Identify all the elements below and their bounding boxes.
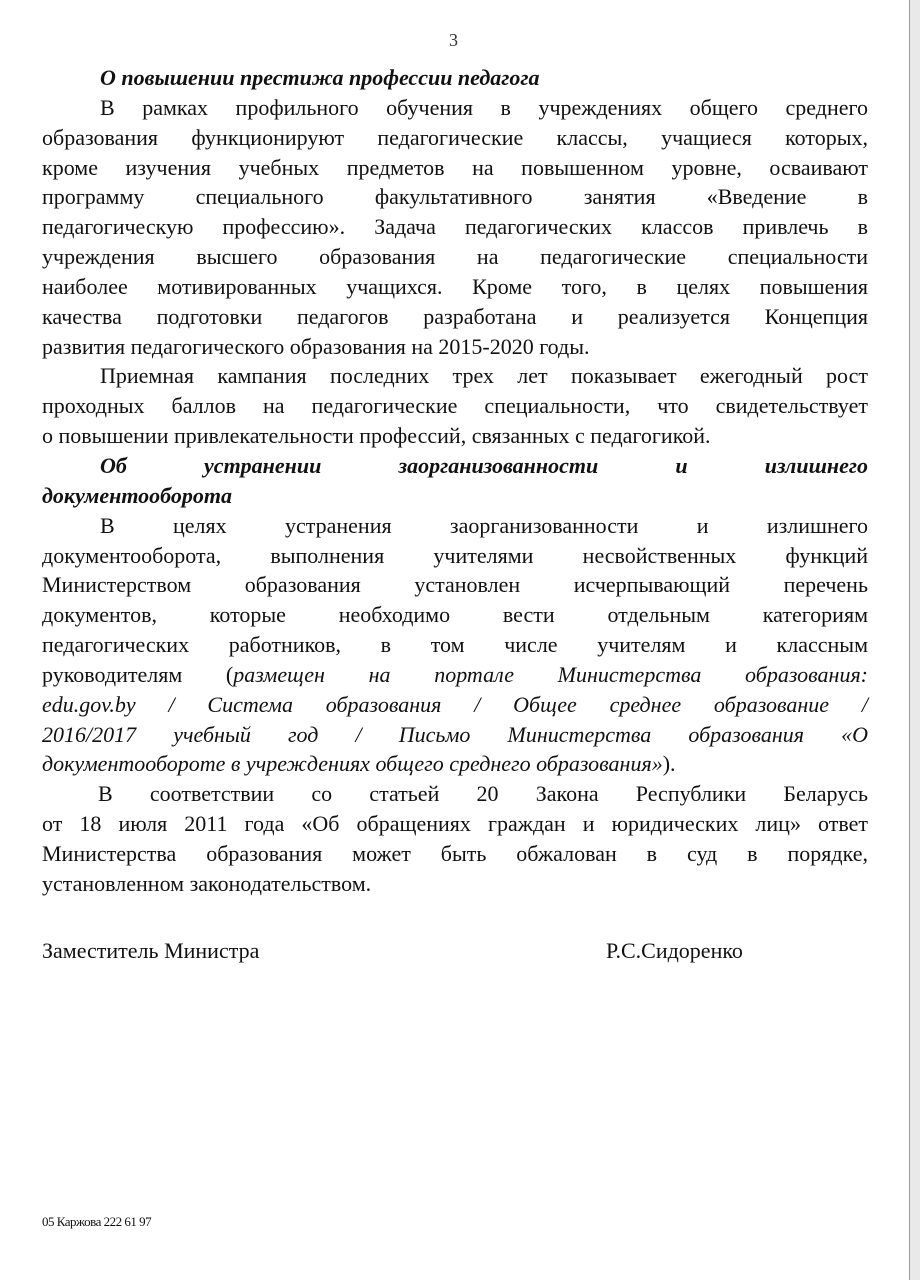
text-segment: В целях устранения заорганизованности и излишнего	[100, 512, 868, 538]
page-edge	[909, 0, 920, 1280]
text-segment: развития педагогического образования на 2015-2020 годы.	[42, 333, 590, 359]
paragraph-line	[42, 242, 868, 272]
paragraph-line	[42, 153, 868, 183]
text-segment: документов, которые необходимо вести отдельным категориям	[42, 602, 868, 628]
paragraph-line	[42, 332, 868, 362]
footer-contact: 05 Каржова 222 61 97	[42, 1214, 152, 1229]
paragraph-line	[42, 749, 868, 779]
text-segment: установленном законодательством.	[42, 870, 372, 896]
paragraph-line	[42, 660, 868, 690]
text-segment: В соответствии со статьей 20 Закона Республики Беларусь	[98, 781, 868, 807]
paragraph-line	[42, 391, 868, 421]
text-segment: Приемная кампания последних трех лет показывает ежегодный рост	[100, 363, 868, 389]
text-segment: программу специального факультативного занятия «Введение в	[42, 184, 868, 210]
text-segment: педагогическую профессию». Задача педагогических классов привлечь в	[42, 214, 868, 240]
paragraph-line	[42, 93, 868, 123]
paragraph-line	[42, 361, 868, 391]
text-segment: документооборота	[42, 482, 232, 508]
paragraph-line	[42, 511, 868, 541]
paragraph-line	[42, 630, 868, 660]
paragraph-line	[42, 302, 868, 332]
paragraph-line	[42, 839, 868, 869]
text-segment: В рамках профильного обучения в учреждениях общего среднего	[100, 94, 868, 120]
signature-position: Заместитель Министра	[42, 938, 260, 963]
paragraph-line	[42, 570, 868, 600]
text-segment: от 18 июля 2011 года «Об обращениях граждан и юридических лиц» ответ	[42, 811, 868, 837]
section-heading-line	[42, 451, 868, 481]
text-segment: Министерством образования установлен исчерпывающий перечень	[42, 572, 868, 598]
text-segment: edu.gov.by / Система образования / Общее среднее образование /	[42, 691, 868, 717]
text-segment: руководителям (	[42, 661, 234, 687]
text-segment: Министерства образования может быть обжалован в суд в порядке,	[42, 840, 868, 866]
text-segment: проходных баллов на педагогические специальности, что свидетельствует	[42, 393, 868, 419]
text-segment: размещен на портале Министерства образования:	[233, 661, 868, 687]
text-segment: О повышении престижа профессии педагога	[100, 65, 540, 90]
text-segment: о повышении привлекательности профессий, связанных с педагогикой.	[42, 423, 711, 449]
paragraph-line	[42, 123, 868, 153]
text-segment: учреждения высшего образования на педагогические специальности	[42, 244, 868, 270]
text-segment: качества подготовки педагогов разработана и реализуется Концепция	[42, 303, 868, 329]
paragraph-line	[42, 600, 868, 630]
paragraph-line	[42, 869, 868, 899]
paragraph-line	[42, 182, 868, 212]
text-segment: документообороте в учреждениях общего среднего образования»	[42, 751, 663, 777]
paragraph-line	[42, 541, 868, 571]
text-segment: кроме изучения учебных предметов на повышенном уровне, осваивают	[42, 154, 868, 180]
text-segment: Об устранении заорганизованности и излишнего	[100, 452, 868, 478]
text-segment: документооборота, выполнения учителями несвойственных функций	[42, 542, 868, 568]
paragraph-line	[42, 421, 868, 451]
paragraph-line	[42, 690, 868, 720]
section-heading-line	[42, 63, 868, 93]
text-segment: ).	[662, 751, 676, 777]
paragraph-line	[42, 720, 868, 750]
text-segment: наиболее мотивированных учащихся. Кроме того, в целях повышения	[42, 273, 868, 299]
paragraph-line	[42, 212, 868, 242]
text-segment: 2016/2017 учебный год / Письмо Министерства образования «О	[42, 721, 868, 747]
signature-name: Р.С.Сидоренко	[606, 938, 743, 963]
page-number: 3	[449, 30, 458, 50]
paragraph-line	[42, 272, 868, 302]
paragraph-line	[42, 779, 868, 809]
document-body	[42, 63, 868, 899]
text-segment: педагогических работников, в том числе учителям и классным	[42, 632, 868, 658]
section-heading-line	[42, 481, 868, 511]
text-segment: образования функционируют педагогические классы, учащиеся которых,	[42, 124, 868, 150]
paragraph-line	[42, 809, 868, 839]
